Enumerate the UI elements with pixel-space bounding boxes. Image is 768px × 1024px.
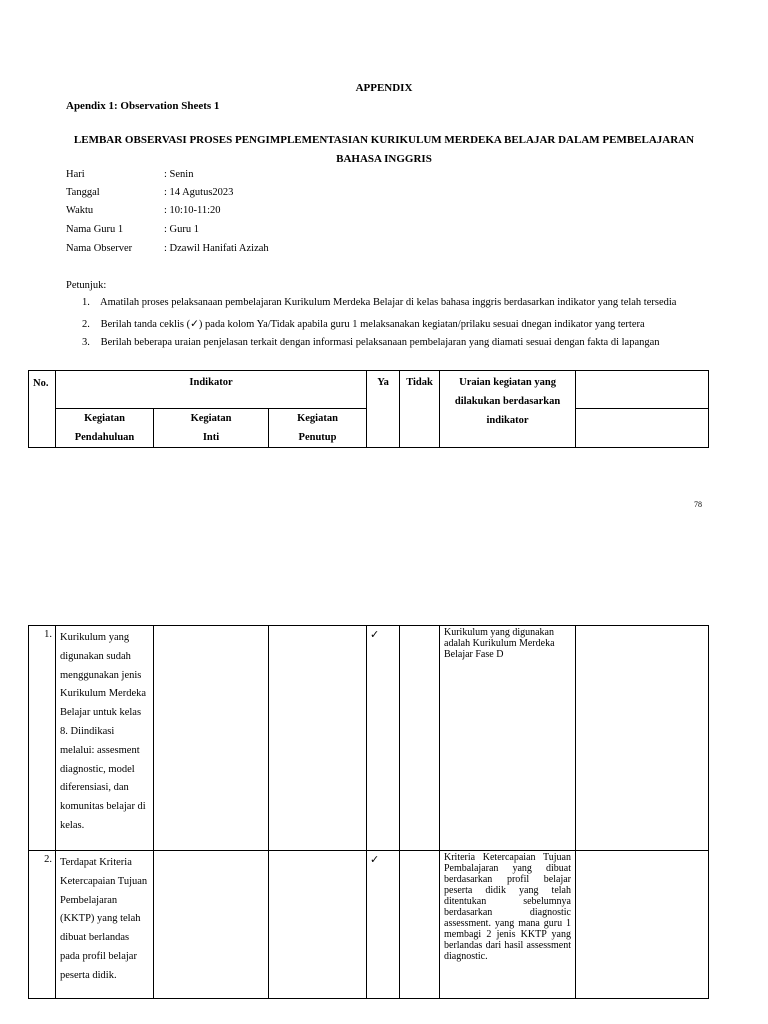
info-value: : Guru 1 — [164, 224, 199, 235]
cell-extra — [576, 626, 709, 851]
header-extra-top — [576, 371, 709, 409]
checkmark-icon: ✓ — [370, 854, 380, 866]
page-number: 78 — [694, 500, 702, 509]
cell-kegiatan-penutup[interactable] — [269, 851, 367, 999]
row-indicator: Terdapat Kriteria Ketercapaian Tujuan Pembelajaran (KKTP) yang telah dibuat berlandas pada profil belajar peserta didik. — [56, 851, 154, 999]
info-label: Hari — [66, 169, 85, 180]
table-row — [29, 851, 709, 999]
header-sub-line2: Inti — [202, 432, 220, 443]
appendix-heading: APPENDIX — [355, 82, 413, 94]
row-description: Kriteria Ketercapaian Tujuan Pembalajaran yang dibuat berdasarkan profil belajar peserta didik yang telah ditentukan sebelumnya berdasarkan diagnostic assessment. yang mana guru 1 membagi 2 jenis KKTP yang berlandas dari hasil assessment diagnostic. — [440, 851, 576, 999]
row-number: 1. — [29, 626, 56, 851]
instruction-item — [82, 318, 645, 330]
cell-tidak[interactable] — [400, 626, 440, 851]
header-kegiatan-pendahuluan — [56, 409, 154, 448]
cell-kegiatan-inti[interactable] — [154, 626, 269, 851]
instruction-text: Berilah tanda ceklis (✓) pada kolom Ya/Tidak apabila guru 1 melaksanakan kegiatan/prilaku sesuai dnegan indikator yang tertera — [100, 319, 645, 330]
header-uraian-line1: Uraian kegiatan yang — [459, 377, 556, 388]
observation-table-header — [28, 370, 709, 448]
table-row — [29, 626, 709, 851]
instructions-label: Petunjuk: — [66, 280, 107, 291]
header-sub-line1: Kegiatan — [297, 413, 338, 424]
cell-tidak[interactable] — [400, 851, 440, 999]
form-title-line2: BAHASA INGGRIS — [336, 153, 432, 165]
instruction-text: Amatilah proses pelaksanaan pembelajaran Kurikulum Merdeka Belajar di kelas bahasa inggris berdasarkan indikator yang telah tersedia — [100, 297, 677, 308]
cell-kegiatan-penutup[interactable] — [269, 626, 367, 851]
row-indicator: Kurikulum yang digunakan sudah menggunakan jenis Kurikulum Merdeka Belajar untuk kelas 8. Diindikasi melalui: assesment diagnostic, model diferensiasi, dan komunitas belajar di kelas. — [56, 626, 154, 851]
checkmark-icon: ✓ — [370, 629, 380, 641]
header-no: No. — [29, 371, 56, 448]
form-title-line1: LEMBAR OBSERVASI PROSES PENGIMPLEMENTASIAN KURIKULUM MERDEKA BELAJAR DALAM PEMBELAJARAN — [73, 134, 695, 146]
instruction-text: Berilah beberapa uraian penjelasan terkait dengan informasi pelaksanaan pembelajaran yang diamati sesuai dengan fakta di lapangan — [100, 337, 660, 348]
header-sub-line2: Penutup — [298, 432, 337, 443]
header-indikator: Indikator — [56, 371, 367, 409]
row-number: 2. — [29, 851, 56, 999]
info-label: Nama Guru 1 — [66, 224, 124, 235]
header-extra-bottom — [576, 409, 709, 448]
header-sub-line1: Kegiatan — [84, 413, 125, 424]
instruction-number: 2. — [82, 319, 90, 330]
info-value: : 10:10-11:20 — [164, 205, 221, 216]
header-uraian — [440, 371, 576, 448]
header-sub-line2: Pendahuluan — [74, 432, 135, 443]
header-tidak: Tidak — [400, 371, 440, 448]
info-label: Nama Observer — [66, 243, 133, 254]
header-uraian-line2: dilakukan berdasarkan — [454, 396, 561, 407]
instruction-item — [82, 337, 660, 348]
instruction-number: 3. — [82, 337, 90, 348]
header-sub-line1: Kegiatan — [190, 413, 232, 424]
cell-extra — [576, 851, 709, 999]
cell-kegiatan-inti[interactable] — [154, 851, 269, 999]
sheet-subtitle: Apendix 1: Observation Sheets 1 — [66, 100, 220, 112]
cell-ya[interactable] — [367, 626, 400, 851]
row-description: Kurikulum yang digunakan adalah Kurikulum Merdeka Belajar Fase D — [440, 626, 576, 851]
info-label: Waktu — [66, 205, 94, 216]
info-value: : 14 Agutus2023 — [164, 187, 234, 198]
info-value: : Dzawil Hanifati Azizah — [164, 243, 269, 254]
header-uraian-line3: indikator — [486, 415, 529, 426]
header-kegiatan-penutup — [269, 409, 367, 448]
info-label: Tanggal — [66, 187, 100, 198]
observation-table-body — [28, 625, 709, 999]
cell-ya[interactable] — [367, 851, 400, 999]
header-kegiatan-inti — [154, 409, 269, 448]
instruction-number: 1. — [82, 297, 90, 308]
header-ya: Ya — [367, 371, 400, 448]
info-value: : Senin — [164, 169, 194, 180]
instruction-item — [82, 297, 676, 308]
form-title — [66, 131, 702, 169]
